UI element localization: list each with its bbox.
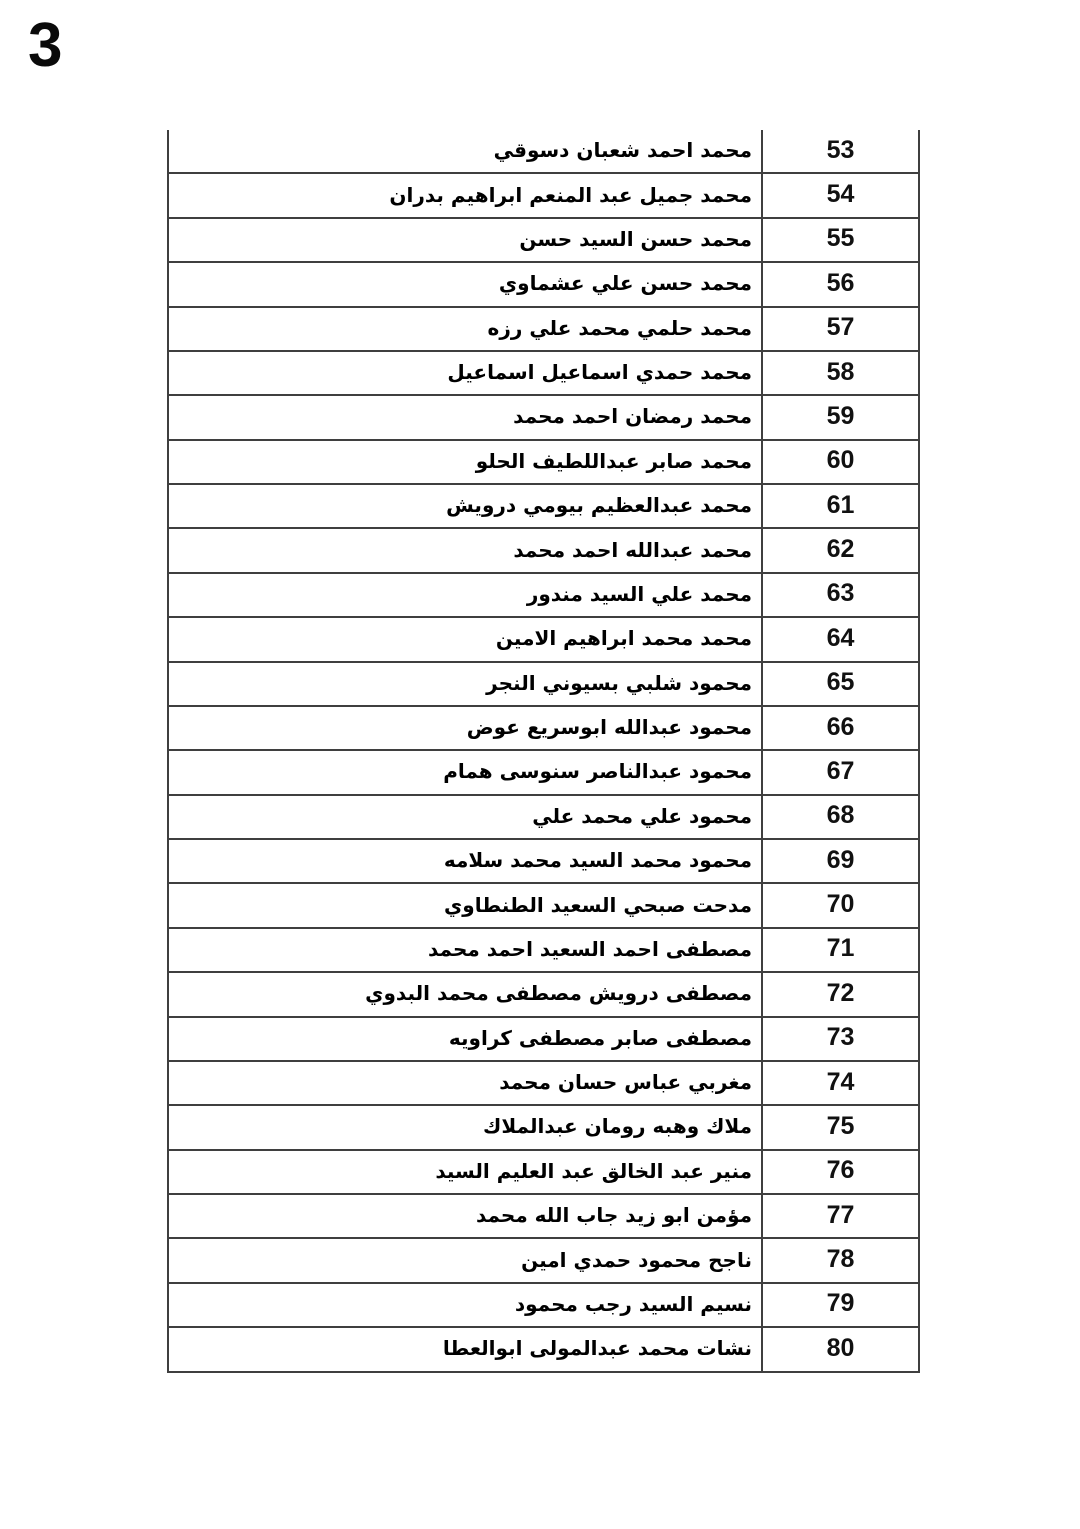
- name-cell: محمد علي السيد مندور: [526, 581, 752, 606]
- table-row: [169, 352, 918, 396]
- table-row: [169, 130, 918, 174]
- table-row: [169, 796, 918, 840]
- serial-cell: 56: [761, 263, 918, 305]
- table-row: [169, 840, 918, 884]
- serial-cell: 63: [761, 574, 918, 616]
- serial-cell: 75: [761, 1106, 918, 1148]
- name-cell: محمد احمد شعبان دسوقي: [493, 138, 752, 163]
- table-row: [169, 707, 918, 751]
- table-row: [169, 663, 918, 707]
- name-cell: محمود عبدالناصر سنوسى همام: [443, 759, 752, 784]
- serial-cell: 76: [761, 1151, 918, 1193]
- name-cell: محمد صابر عبداللطيف الحلو: [475, 448, 752, 473]
- table-row: [169, 1284, 918, 1328]
- serial-cell: 53: [761, 130, 918, 172]
- serial-cell: 71: [761, 929, 918, 971]
- table-row: [169, 751, 918, 795]
- table-row: [169, 618, 918, 662]
- table-row: [169, 1062, 918, 1106]
- table-row: [169, 263, 918, 307]
- name-cell: مصطفى درويش مصطفى محمد البدوي: [365, 981, 752, 1006]
- serial-cell: 58: [761, 352, 918, 394]
- serial-cell: 72: [761, 973, 918, 1015]
- roster-table: [167, 130, 920, 1373]
- name-cell: نشات محمد عبدالمولى ابوالعطا: [442, 1336, 752, 1361]
- serial-cell: 65: [761, 663, 918, 705]
- serial-cell: 67: [761, 751, 918, 793]
- serial-cell: 59: [761, 396, 918, 438]
- serial-cell: 68: [761, 796, 918, 838]
- name-cell: محمود عبدالله ابوسريع عوض: [466, 715, 752, 740]
- table-row: [169, 1239, 918, 1283]
- name-cell: ناجح محمود حمدي امين: [521, 1247, 752, 1272]
- name-cell: مؤمن ابو زيد جاب الله محمد: [475, 1203, 752, 1228]
- table-row: [169, 973, 918, 1017]
- serial-cell: 64: [761, 618, 918, 660]
- name-cell: محمد حسن علي عشماوي: [498, 271, 752, 296]
- table-row: [169, 529, 918, 573]
- serial-cell: 57: [761, 308, 918, 350]
- name-cell: ملاك وهبه رومان عبدالملاك: [483, 1114, 752, 1139]
- page-number: 3: [28, 11, 63, 80]
- name-cell: محمد حسن السيد حسن: [519, 226, 752, 251]
- serial-cell: 54: [761, 174, 918, 216]
- serial-cell: 74: [761, 1062, 918, 1104]
- name-cell: منير عبد الخالق عبد العليم السيد: [435, 1158, 752, 1183]
- name-cell: مدحت صبحي السعيد الطنطاوي: [443, 892, 752, 917]
- name-cell: محمد جميل عبد المنعم ابراهيم بدران: [389, 182, 752, 207]
- serial-cell: 69: [761, 840, 918, 882]
- table-row: [169, 174, 918, 218]
- table-row: [169, 219, 918, 263]
- serial-cell: 77: [761, 1195, 918, 1237]
- serial-cell: 55: [761, 219, 918, 261]
- serial-cell: 80: [761, 1328, 918, 1370]
- name-cell: محمد رمضان احمد محمد: [513, 404, 752, 429]
- serial-cell: 70: [761, 884, 918, 926]
- serial-cell: 78: [761, 1239, 918, 1281]
- table-row: [169, 574, 918, 618]
- name-cell: محمد عبدالله احمد محمد: [513, 537, 752, 562]
- name-cell: محمود محمد السيد محمد سلامه: [443, 848, 752, 873]
- name-cell: مصطفى صابر مصطفى كراويه: [448, 1025, 752, 1050]
- table-row: [169, 485, 918, 529]
- serial-cell: 60: [761, 441, 918, 483]
- name-cell: محمود شلبي بسيوني النجر: [486, 670, 752, 695]
- serial-cell: 66: [761, 707, 918, 749]
- name-cell: مصطفى احمد السعيد احمد محمد: [428, 936, 752, 961]
- name-cell: محمود علي محمد علي: [532, 803, 752, 828]
- table-row: [169, 1151, 918, 1195]
- table-row: [169, 1018, 918, 1062]
- name-cell: محمد حلمي محمد علي رزه: [487, 315, 752, 340]
- name-cell: محمد حمدي اسماعيل اسماعيل: [447, 360, 752, 385]
- name-cell: محمد عبدالعظيم بيومي درويش: [446, 493, 752, 518]
- table-row: [169, 1328, 918, 1372]
- table-row: [169, 308, 918, 352]
- table-row: [169, 1106, 918, 1150]
- serial-cell: 61: [761, 485, 918, 527]
- name-cell: مغربي عباس حسان محمد: [499, 1070, 752, 1095]
- table-row: [169, 929, 918, 973]
- serial-cell: 62: [761, 529, 918, 571]
- serial-cell: 73: [761, 1018, 918, 1060]
- name-cell: محمد محمد ابراهيم الامين: [495, 626, 752, 651]
- table-row: [169, 441, 918, 485]
- serial-cell: 79: [761, 1284, 918, 1326]
- table-row: [169, 1195, 918, 1239]
- name-cell: نسيم السيد رجب محمود: [514, 1291, 752, 1316]
- table-row: [169, 884, 918, 928]
- table-row: [169, 396, 918, 440]
